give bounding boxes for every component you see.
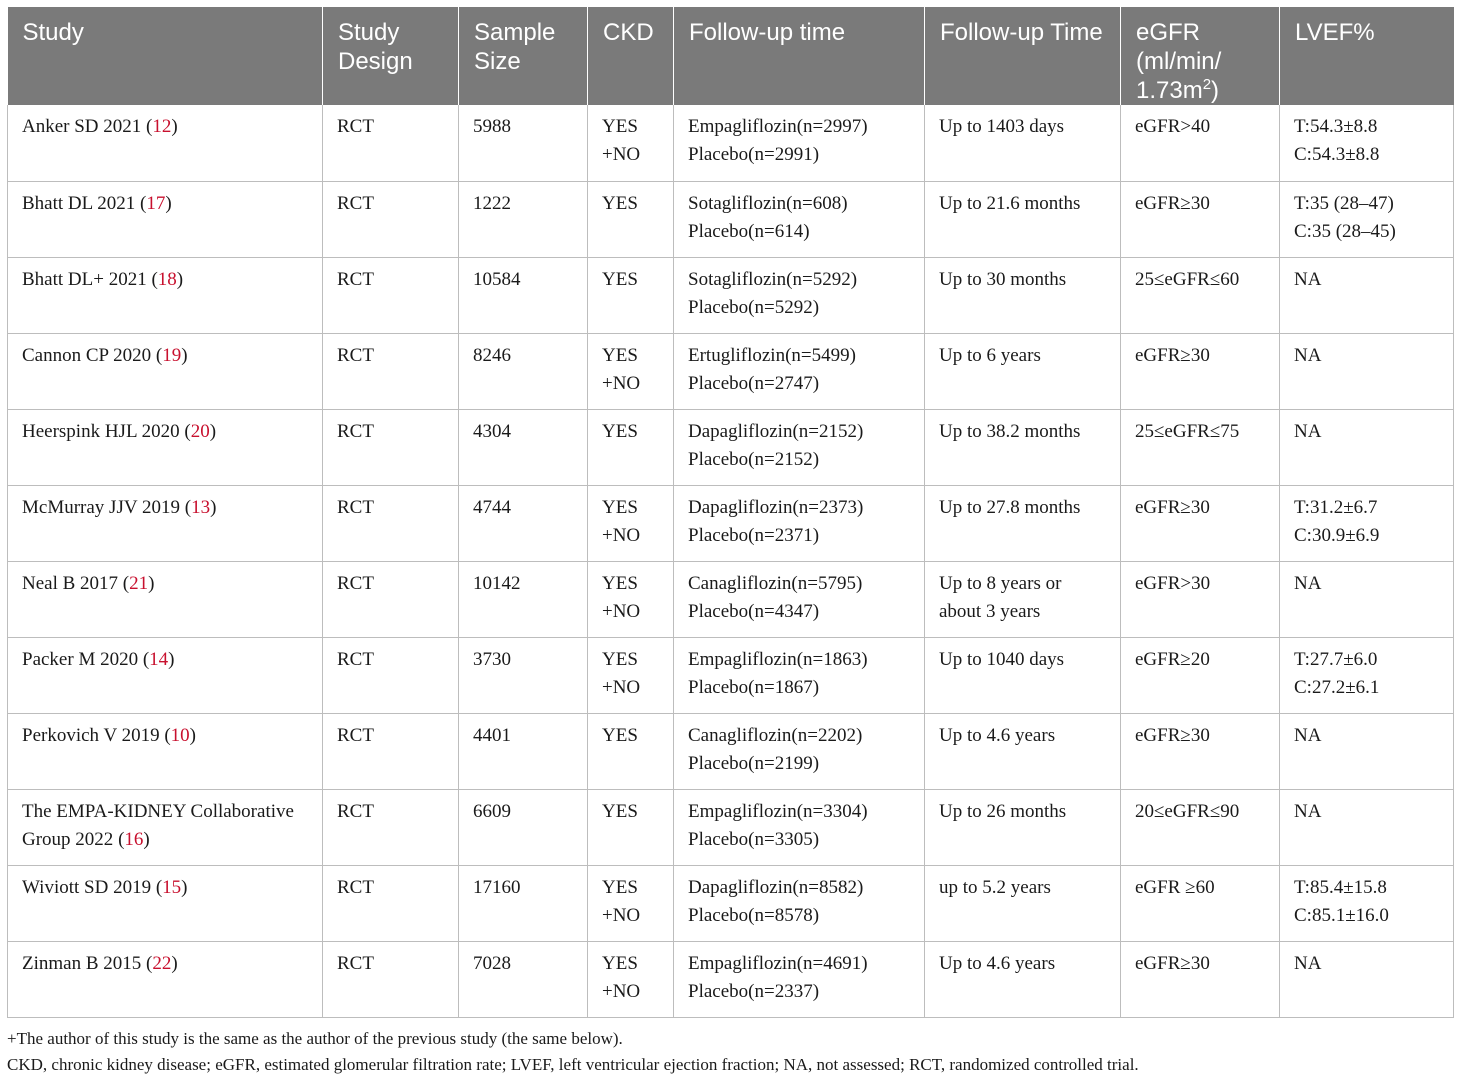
header-ckd: CKD — [588, 7, 674, 105]
cell-follow-up-line: Up to 1403 days — [939, 116, 1065, 137]
table-row — [8, 865, 1454, 941]
cell-lvef-line: T:35 (28–47) — [1294, 192, 1394, 214]
cell-groups-line: Placebo(n=2337) — [688, 980, 820, 1002]
cell-ckd-line: +NO — [602, 904, 641, 926]
cell-groups — [674, 485, 925, 561]
cell-ckd-line: +NO — [602, 372, 641, 394]
cell-egfr: eGFR≥30 — [1121, 713, 1280, 789]
cell-lvef-line: NA — [1294, 420, 1322, 442]
table-body — [8, 105, 1454, 1017]
footnote-abbreviations: CKD, chronic kidney disease; eGFR, estimated glomerular filtration rate; LVEF, left ventricular ejection fraction; NA, not assessed; RCT, randomized controlled trial. — [7, 1054, 1139, 1074]
cell-ckd — [588, 409, 674, 485]
study-characteristics-table — [7, 7, 1454, 1018]
cell-design: RCT — [323, 789, 459, 865]
table-row — [8, 409, 1454, 485]
table-row — [8, 485, 1454, 561]
study-reference: 22 — [152, 952, 172, 974]
table-row — [8, 789, 1454, 865]
cell-groups — [674, 333, 925, 409]
cell-ckd-line: YES — [602, 952, 638, 974]
study-reference: 21 — [129, 572, 149, 594]
cell-groups — [674, 181, 925, 257]
header-row — [8, 7, 1454, 105]
cell-design: RCT — [323, 105, 459, 181]
table-footnotes — [7, 1026, 1453, 1078]
cell-lvef-line: NA — [1294, 952, 1322, 974]
cell-ckd-line: YES — [602, 192, 638, 214]
cell-lvef-line: T:54.3±8.8 — [1294, 116, 1378, 137]
cell-lvef-line: NA — [1294, 800, 1322, 822]
cell-design: RCT — [323, 561, 459, 637]
cell-egfr: 20≤eGFR≤90 — [1121, 789, 1280, 865]
cell-follow-up — [925, 485, 1121, 561]
cell-lvef — [1280, 865, 1454, 941]
cell-sample-size: 1222 — [459, 181, 588, 257]
cell-follow-up — [925, 333, 1121, 409]
study-reference: 17 — [146, 192, 166, 214]
cell-lvef — [1280, 105, 1454, 181]
study-author: Wiviott SD 2019 — [22, 876, 152, 898]
cell-follow-up-line: about 3 years — [939, 600, 1041, 622]
cell-groups-line: Empagliflozin(n=4691) — [688, 952, 868, 974]
study-reference: 15 — [162, 876, 182, 898]
cell-ckd-line: YES — [602, 268, 638, 290]
cell-groups-line: Ertugliflozin(n=5499) — [688, 344, 856, 366]
cell-study: Cannon CP 2020 (19) — [8, 333, 323, 409]
cell-study: The EMPA-KIDNEY Collaborative Group 2022 (16) — [8, 789, 323, 865]
study-author: Bhatt DL+ 2021 — [22, 268, 147, 290]
cell-groups-line: Placebo(n=1867) — [688, 676, 820, 698]
cell-lvef — [1280, 561, 1454, 637]
cell-groups — [674, 257, 925, 333]
cell-groups-line: Dapagliflozin(n=2373) — [688, 496, 864, 518]
cell-ckd-line: YES — [602, 344, 638, 366]
study-author: Cannon CP 2020 — [22, 344, 152, 366]
cell-study: Bhatt DL 2021 (17) — [8, 181, 323, 257]
cell-ckd-line: YES — [602, 800, 638, 822]
footnote-author: +The author of this study is the same as the author of the previous study (the same below). — [7, 1028, 623, 1048]
header-lvef: LVEF% — [1280, 7, 1454, 105]
cell-groups — [674, 637, 925, 713]
cell-groups-line: Placebo(n=2199) — [688, 752, 820, 774]
cell-sample-size: 17160 — [459, 865, 588, 941]
cell-sample-size: 4401 — [459, 713, 588, 789]
cell-design: RCT — [323, 485, 459, 561]
study-reference: 19 — [162, 344, 182, 366]
cell-follow-up-line: up to 5.2 years — [939, 876, 1051, 898]
cell-ckd-line: YES — [602, 116, 638, 137]
cell-ckd — [588, 561, 674, 637]
cell-groups-line: Placebo(n=2371) — [688, 524, 820, 546]
header-sample-size: Sample Size — [459, 7, 588, 105]
cell-sample-size: 4744 — [459, 485, 588, 561]
cell-study: Perkovich V 2019 (10) — [8, 713, 323, 789]
cell-lvef-line: C:30.9±6.9 — [1294, 524, 1380, 546]
cell-follow-up — [925, 105, 1121, 181]
cell-follow-up-line: Up to 8 years or — [939, 572, 1062, 594]
cell-groups-line: Placebo(n=2152) — [688, 448, 820, 470]
cell-lvef-line: C:35 (28–45) — [1294, 220, 1396, 242]
cell-ckd-line: YES — [602, 572, 638, 594]
cell-follow-up-line: Up to 4.6 years — [939, 952, 1056, 974]
table-row — [8, 713, 1454, 789]
header-study-design: Study Design — [323, 7, 459, 105]
cell-egfr: eGFR≥30 — [1121, 941, 1280, 1017]
study-reference: 16 — [124, 828, 144, 850]
cell-study: Wiviott SD 2019 (15) — [8, 865, 323, 941]
cell-groups-line: Sotagliflozin(n=5292) — [688, 268, 858, 290]
cell-follow-up-line: Up to 4.6 years — [939, 724, 1056, 746]
cell-ckd-line: +NO — [602, 144, 641, 165]
cell-lvef — [1280, 637, 1454, 713]
cell-lvef — [1280, 181, 1454, 257]
cell-lvef-line: NA — [1294, 724, 1322, 746]
cell-sample-size: 10584 — [459, 257, 588, 333]
header-egfr-text: eGFR (ml/min/ 1.73m — [1136, 19, 1222, 104]
study-table-container — [7, 7, 1453, 1078]
header-egfr — [1121, 7, 1280, 105]
cell-ckd-line: +NO — [602, 524, 641, 546]
cell-sample-size: 10142 — [459, 561, 588, 637]
cell-groups-line: Placebo(n=4347) — [688, 600, 820, 622]
cell-ckd-line: +NO — [602, 980, 641, 1002]
cell-lvef — [1280, 409, 1454, 485]
cell-follow-up — [925, 257, 1121, 333]
cell-ckd — [588, 941, 674, 1017]
cell-groups — [674, 941, 925, 1017]
cell-groups-line: Placebo(n=2991) — [688, 144, 820, 165]
cell-egfr: eGFR≥30 — [1121, 485, 1280, 561]
table-row — [8, 105, 1454, 181]
study-reference: 20 — [190, 420, 210, 442]
study-author: McMurray JJV 2019 — [22, 496, 180, 518]
cell-groups-line: Empagliflozin(n=3304) — [688, 800, 868, 822]
cell-ckd-line: +NO — [602, 600, 641, 622]
cell-groups-line: Dapagliflozin(n=8582) — [688, 876, 864, 898]
cell-lvef-line: T:27.7±6.0 — [1294, 648, 1378, 670]
cell-groups-line: Sotagliflozin(n=608) — [688, 192, 848, 214]
cell-lvef — [1280, 789, 1454, 865]
table-row — [8, 561, 1454, 637]
cell-lvef-line: T:85.4±15.8 — [1294, 876, 1387, 898]
cell-lvef — [1280, 257, 1454, 333]
study-reference: 14 — [149, 648, 169, 670]
header-follow-up-time: Follow-up time — [674, 7, 925, 105]
cell-follow-up-line: Up to 21.6 months — [939, 192, 1081, 214]
study-author: Neal B 2017 — [22, 572, 119, 594]
cell-groups-line: Canagliflozin(n=5795) — [688, 572, 863, 594]
cell-egfr: eGFR≥30 — [1121, 333, 1280, 409]
study-reference: 18 — [157, 268, 177, 290]
table-row — [8, 257, 1454, 333]
cell-lvef-line: NA — [1294, 268, 1322, 290]
cell-groups — [674, 865, 925, 941]
cell-groups-line: Empagliflozin(n=2997) — [688, 116, 868, 137]
cell-follow-up-line: Up to 26 months — [939, 800, 1067, 822]
cell-follow-up-line: Up to 30 months — [939, 268, 1067, 290]
cell-study: Neal B 2017 (21) — [8, 561, 323, 637]
cell-ckd — [588, 865, 674, 941]
cell-follow-up-line: Up to 38.2 months — [939, 420, 1081, 442]
study-author: Bhatt DL 2021 — [22, 192, 136, 214]
cell-ckd — [588, 333, 674, 409]
cell-ckd-line: +NO — [602, 676, 641, 698]
cell-groups-line: Canagliflozin(n=2202) — [688, 724, 863, 746]
cell-ckd — [588, 181, 674, 257]
cell-follow-up — [925, 865, 1121, 941]
cell-lvef-line: T:31.2±6.7 — [1294, 496, 1378, 518]
cell-design: RCT — [323, 865, 459, 941]
cell-groups — [674, 409, 925, 485]
cell-groups-line: Placebo(n=8578) — [688, 904, 820, 926]
cell-study: Zinman B 2015 (22) — [8, 941, 323, 1017]
study-author: Packer M 2020 — [22, 648, 139, 670]
study-author: Anker SD 2021 — [22, 116, 142, 137]
cell-ckd — [588, 637, 674, 713]
cell-groups-line: Placebo(n=614) — [688, 220, 810, 242]
cell-groups-line: Dapagliflozin(n=2152) — [688, 420, 864, 442]
cell-lvef — [1280, 485, 1454, 561]
cell-design: RCT — [323, 637, 459, 713]
cell-sample-size: 7028 — [459, 941, 588, 1017]
header-study: Study — [8, 7, 323, 105]
cell-sample-size: 8246 — [459, 333, 588, 409]
cell-study: Packer M 2020 (14) — [8, 637, 323, 713]
cell-ckd-line: YES — [602, 420, 638, 442]
cell-design: RCT — [323, 941, 459, 1017]
cell-design: RCT — [323, 713, 459, 789]
cell-egfr: eGFR≥20 — [1121, 637, 1280, 713]
cell-sample-size: 6609 — [459, 789, 588, 865]
table-row — [8, 941, 1454, 1017]
cell-groups — [674, 789, 925, 865]
cell-lvef — [1280, 333, 1454, 409]
study-reference: 13 — [191, 496, 211, 518]
cell-ckd — [588, 713, 674, 789]
cell-groups-line: Empagliflozin(n=1863) — [688, 648, 868, 670]
cell-lvef-line: C:54.3±8.8 — [1294, 144, 1380, 165]
study-author: The EMPA-KIDNEY Collaborative Group 2022 — [22, 800, 294, 850]
cell-lvef — [1280, 941, 1454, 1017]
cell-lvef-line: C:27.2±6.1 — [1294, 676, 1380, 698]
cell-groups — [674, 713, 925, 789]
cell-study: McMurray JJV 2019 (13) — [8, 485, 323, 561]
cell-sample-size: 5988 — [459, 105, 588, 181]
cell-egfr: eGFR>30 — [1121, 561, 1280, 637]
cell-ckd-line: YES — [602, 496, 638, 518]
table-row — [8, 637, 1454, 713]
cell-lvef-line: C:85.1±16.0 — [1294, 904, 1389, 926]
cell-groups-line: Placebo(n=3305) — [688, 828, 820, 850]
cell-sample-size: 4304 — [459, 409, 588, 485]
cell-lvef-line: NA — [1294, 344, 1322, 366]
cell-design: RCT — [323, 409, 459, 485]
study-author: Heerspink HJL 2020 — [22, 420, 180, 442]
cell-ckd — [588, 789, 674, 865]
cell-follow-up — [925, 789, 1121, 865]
cell-design: RCT — [323, 181, 459, 257]
cell-egfr: eGFR ≥60 — [1121, 865, 1280, 941]
cell-lvef — [1280, 713, 1454, 789]
cell-ckd — [588, 105, 674, 181]
table-row — [8, 333, 1454, 409]
study-author: Perkovich V 2019 — [22, 724, 160, 746]
study-reference: 10 — [170, 724, 190, 746]
cell-ckd — [588, 485, 674, 561]
study-author: Zinman B 2015 — [22, 952, 142, 974]
cell-ckd-line: YES — [602, 724, 638, 746]
study-reference: 12 — [152, 116, 172, 137]
cell-egfr: 25≤eGFR≤75 — [1121, 409, 1280, 485]
cell-ckd — [588, 257, 674, 333]
cell-follow-up — [925, 409, 1121, 485]
cell-study: Bhatt DL+ 2021 (18) — [8, 257, 323, 333]
cell-ckd-line: YES — [602, 876, 638, 898]
cell-study: Heerspink HJL 2020 (20) — [8, 409, 323, 485]
cell-follow-up — [925, 181, 1121, 257]
cell-follow-up — [925, 713, 1121, 789]
cell-lvef-line: NA — [1294, 572, 1322, 594]
cell-ckd-line: YES — [602, 648, 638, 670]
cell-follow-up — [925, 561, 1121, 637]
cell-study: Anker SD 2021 (12) — [8, 105, 323, 181]
cell-groups-line: Placebo(n=5292) — [688, 296, 820, 318]
table-row — [8, 181, 1454, 257]
cell-design: RCT — [323, 333, 459, 409]
cell-egfr: eGFR≥30 — [1121, 181, 1280, 257]
cell-follow-up — [925, 637, 1121, 713]
cell-groups-line: Placebo(n=2747) — [688, 372, 820, 394]
header-follow-up-time-2: Follow-up Time — [925, 7, 1121, 105]
cell-follow-up-line: Up to 6 years — [939, 344, 1041, 366]
cell-sample-size: 3730 — [459, 637, 588, 713]
cell-follow-up-line: Up to 1040 days — [939, 648, 1065, 670]
cell-egfr: eGFR>40 — [1121, 105, 1280, 181]
cell-design: RCT — [323, 257, 459, 333]
cell-egfr: 25≤eGFR≤60 — [1121, 257, 1280, 333]
header-egfr-sup: 2 — [1202, 76, 1212, 93]
cell-groups — [674, 561, 925, 637]
cell-groups — [674, 105, 925, 181]
cell-follow-up — [925, 941, 1121, 1017]
cell-follow-up-line: Up to 27.8 months — [939, 496, 1081, 518]
header-egfr-tail: ) — [1211, 77, 1220, 104]
